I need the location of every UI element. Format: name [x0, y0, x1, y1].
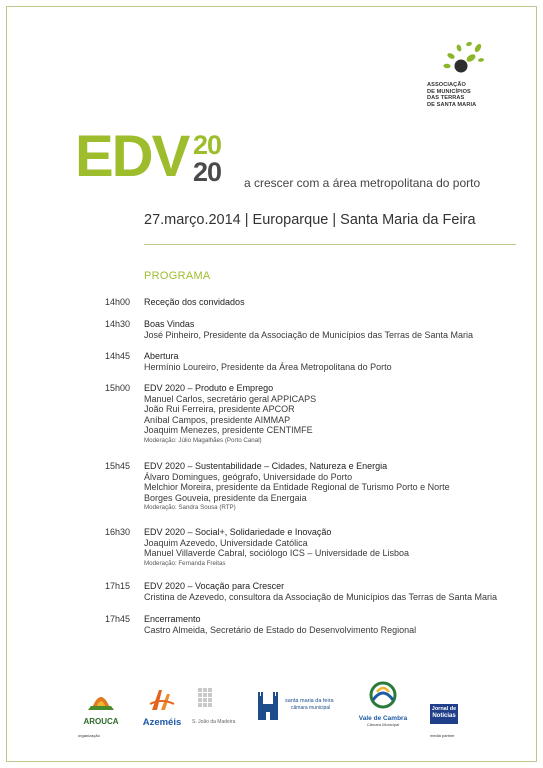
sjm-grid-icon: [192, 684, 248, 714]
arouca-logo: [78, 686, 124, 726]
edv-logo-text: EDV: [75, 124, 189, 189]
edv-year-top: 20: [193, 130, 222, 160]
program-line: Aníbal Campos, presidente AIMMAP: [144, 414, 291, 425]
program-line: EDV 2020 – Social+, Solidariedade e Inovação: [144, 527, 332, 537]
smf-label: santa maria da feira: [285, 698, 334, 704]
program-line: Joaquim Menezes, presidente CENTIMFE: [144, 425, 313, 435]
olive-branch-icon: [441, 38, 489, 80]
program-line: Joaquim Azevedo, Universidade Católica: [144, 537, 308, 548]
program-line: EDV 2020 – Sustentabilidade – Cidades, Natureza e Energia: [144, 461, 388, 471]
program-moderation: Moderação: Sandra Sousa (RTP): [144, 504, 236, 511]
program-line: Borges Gouveia, presidente da Energaia: [144, 492, 307, 503]
smf-logo: [255, 686, 345, 726]
program-time: 14h00: [105, 297, 131, 307]
program-moderation: Moderação: Fernanda Freitas: [144, 559, 226, 567]
edv-year-bottom: 20: [193, 157, 222, 187]
tagline: a crescer com a área metropolitana do porto: [244, 176, 481, 190]
jornal-de-noticias-logo: [430, 704, 458, 724]
jn-line1: Jornal de: [431, 706, 457, 712]
program-line: Abertura: [144, 351, 179, 361]
vale-de-cambra-logo: [355, 680, 411, 730]
association-logo: [427, 38, 517, 108]
program-time: 17h45: [105, 614, 131, 624]
program-time: 15h00: [105, 383, 131, 393]
program-time: 17h15: [105, 581, 131, 591]
smf-sublabel: câmara municipal: [291, 705, 331, 711]
assoc-line: DE SANTA MARIA: [427, 101, 477, 108]
program-moderation: Moderação: Júlio Magalhães (Porto Canal): [144, 436, 262, 444]
program-line: José Pinheiro, Presidente da Associação de Municípios das Terras de Santa Maria: [144, 329, 474, 340]
vale-emblem-icon: [355, 680, 411, 710]
organization-label: organização: [78, 733, 100, 738]
event-date-location: 27.março.2014 | Europarque | Santa Maria da Feira: [144, 212, 476, 228]
program-title: PROGRAMA: [144, 270, 211, 282]
program-line: Castro Almeida, Secretário de Estado do Desenvolvimento Regional: [144, 624, 417, 635]
sjm-label: S. João da Madeira: [192, 719, 236, 725]
program-line: EDV 2020 – Vocação para Crescer: [144, 581, 285, 591]
program-time: 16h30: [105, 527, 131, 537]
vale-label: Vale de Cambra: [358, 715, 408, 722]
jn-line2: Notícias: [432, 713, 456, 719]
program-line: Cristina de Azevedo, consultora da Associação de Municípios das Terras de Santa Maria: [144, 591, 498, 602]
azemeis-label: Azeméis: [142, 717, 182, 728]
arouca-emblem-icon: [78, 686, 124, 712]
program-time: 14h45: [105, 351, 131, 361]
program-line: Receção dos convidados: [144, 297, 245, 307]
program-line: Álvaro Domingues, geógrafo, Universidade do Porto: [144, 471, 353, 482]
sponsor-logos: [0, 680, 543, 750]
program-line: Encerramento: [144, 614, 201, 624]
media-partner-label: media partner: [430, 733, 455, 738]
arouca-label: AROUCA: [83, 717, 119, 726]
program-line: EDV 2020 – Produto e Emprego: [144, 383, 274, 393]
divider: [144, 244, 516, 245]
program-line: Manuel Villaverde Cabral, sociólogo ICS – Universidade de Lisboa: [144, 548, 409, 558]
azemeis-logo: [137, 686, 187, 726]
program-line: Hermínio Loureiro, Presidente da Área Metropolitana do Porto: [144, 361, 392, 372]
assoc-line: DE MUNICÍPIOS: [427, 88, 471, 95]
program-line: João Rui Ferreira, presidente APCOR: [144, 404, 295, 414]
vale-sublabel: Câmara Municipal: [366, 722, 400, 727]
program-line: Manuel Carlos, secretário geral APPICAPS: [144, 393, 317, 404]
program-time: 15h45: [105, 461, 131, 471]
program-line: Melchior Moreira, presidente da Entidade Regional de Turismo Porto e Norte: [144, 482, 450, 492]
assoc-line: DAS TERRAS: [427, 95, 465, 102]
azemeis-emblem-icon: [137, 686, 187, 712]
program-time: 14h30: [105, 319, 131, 329]
castle-icon: [255, 686, 281, 722]
program-line: Boas Vindas: [144, 319, 195, 329]
assoc-line: ASSOCIAÇÃO: [427, 82, 466, 88]
sjm-logo: [192, 684, 248, 728]
